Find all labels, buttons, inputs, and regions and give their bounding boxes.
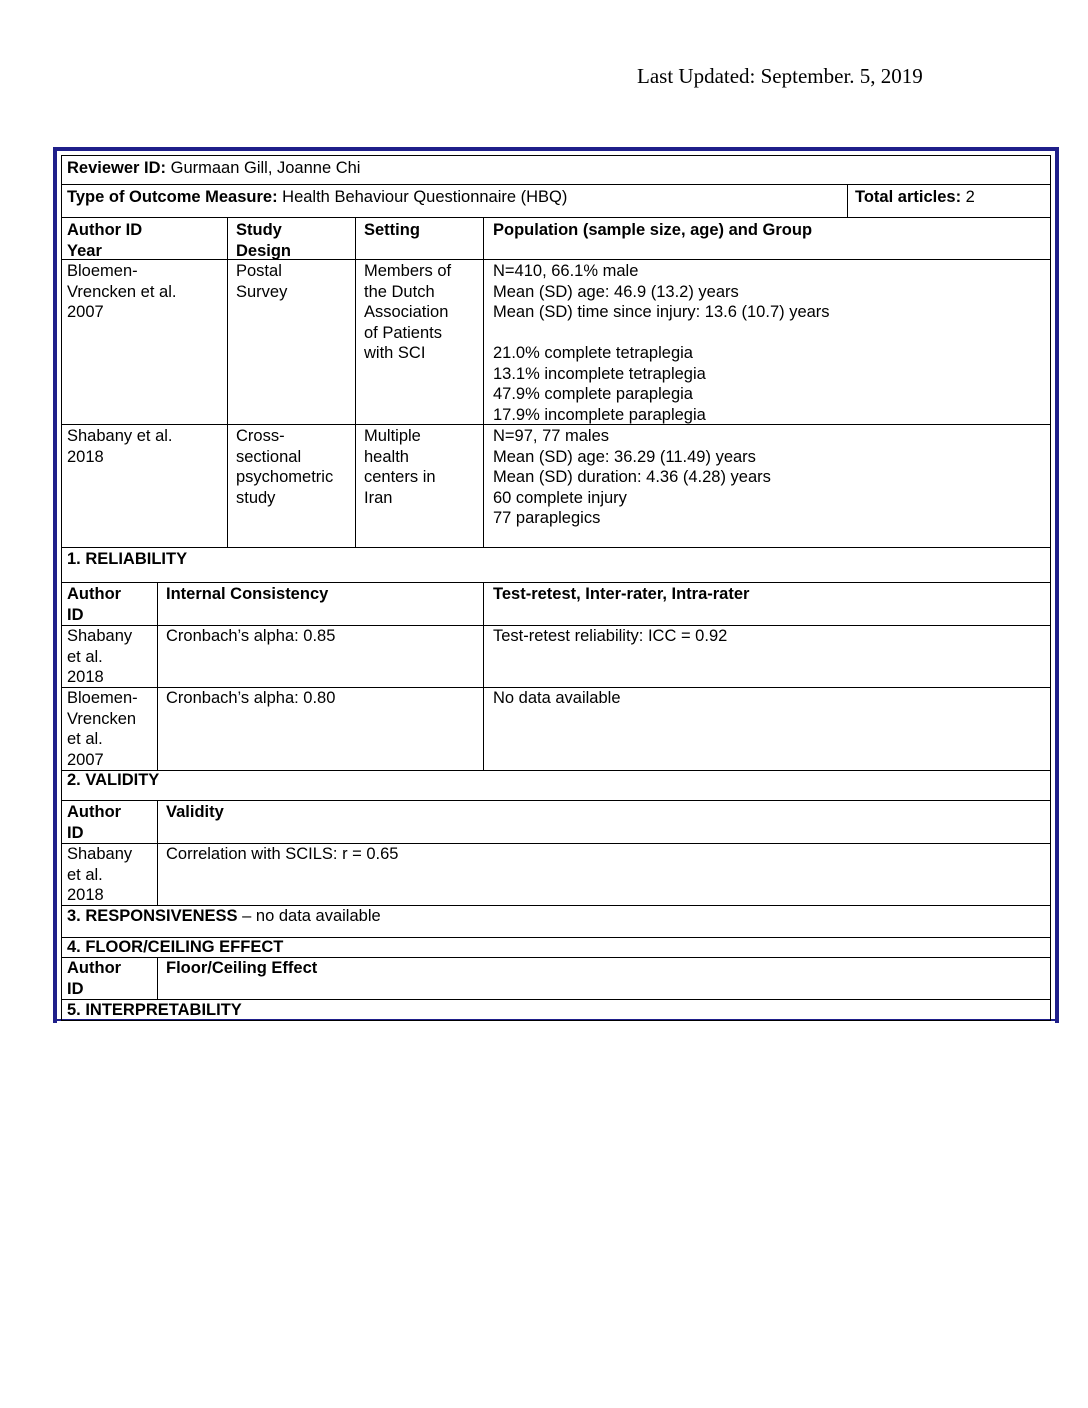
study-author: Bloemen- Vrencken et al. 2007: [67, 262, 177, 321]
header-population: Population (sample size, age) and Group: [493, 221, 813, 239]
total-articles-value: 2: [961, 188, 975, 206]
column-divider: [227, 217, 228, 547]
outcome-measure-label: Type of Outcome Measure:: [67, 188, 278, 206]
study-setting: Multiple health centers in Iran: [364, 427, 436, 507]
total-articles-label: Total articles:: [855, 188, 962, 206]
reliability-header-retest: Test-retest, Inter-rater, Intra-rater: [493, 585, 750, 603]
section-title-interpretability: 5. INTERPRETABILITY: [67, 1001, 242, 1019]
floor-ceiling-header-author: Author ID: [67, 959, 122, 998]
section-title-responsiveness: [67, 906, 1037, 927]
row-divider: [61, 155, 1051, 156]
floor-ceiling-header-effect: Floor/Ceiling Effect: [166, 959, 318, 977]
header-study-design: Study Design: [236, 221, 292, 260]
column-divider: [1050, 155, 1051, 1021]
row-divider: [61, 217, 1051, 218]
outcome-measure-row: [67, 187, 837, 208]
column-divider: [157, 957, 158, 999]
column-divider: [157, 582, 158, 770]
reliability-header-author: Author ID: [67, 585, 122, 624]
validity-header-author: Author ID: [67, 803, 122, 842]
study-setting: Members of the Dutch Association of Patients with SCI: [364, 262, 452, 362]
column-divider: [157, 800, 158, 905]
row-divider: [61, 800, 1051, 801]
column-divider: [61, 155, 62, 1021]
header-setting: Setting: [364, 221, 420, 239]
reliability-internal: Cronbach’s alpha: 0.85: [166, 627, 336, 645]
section-title-reliability: 1. RELIABILITY: [67, 550, 188, 568]
header-author-year: Author ID Year: [67, 221, 143, 260]
reliability-author: Shabany et al. 2018: [67, 627, 133, 686]
total-articles: [855, 187, 1045, 208]
reliability-internal: Cronbach’s alpha: 0.80: [166, 689, 336, 707]
row-divider: [61, 184, 1051, 185]
outcome-measure-value: Health Behaviour Questionnaire (HBQ): [277, 188, 568, 206]
column-divider: [483, 582, 484, 770]
outcome-measure-table: [61, 155, 1051, 1021]
study-design: Cross- sectional psychometric study: [236, 427, 334, 507]
reliability-retest: Test-retest reliability: ICC = 0.92: [493, 627, 728, 645]
study-population: N=97, 77 males Mean (SD) age: 36.29 (11.49) years Mean (SD) duration: 4.36 (4.28) years 60 complete injury 77 paraplegics: [493, 427, 771, 527]
reviewer-value: Gurmaan Gill, Joanne Chi: [166, 159, 361, 177]
column-divider: [847, 184, 848, 217]
validity-header-validity: Validity: [166, 803, 224, 821]
reliability-author: Bloemen- Vrencken et al. 2007: [67, 689, 138, 769]
reliability-retest: No data available: [493, 689, 621, 707]
validity-author: Shabany et al. 2018: [67, 845, 133, 904]
responsiveness-note: – no data available: [237, 907, 381, 925]
reliability-header-internal: Internal Consistency: [166, 585, 329, 603]
study-population: N=410, 66.1% male Mean (SD) age: 46.9 (13.2) years Mean (SD) time since injury: 13.6 (10.7) years 21.0% complete tetraplegia 13.1% incomplete tetraplegia 47.9% complete paraplegia 17.9% incomplete paraplegia: [493, 262, 830, 424]
row-divider: [61, 547, 1051, 548]
study-design: Postal Survey: [236, 262, 288, 301]
reviewer-label: Reviewer ID:: [67, 159, 167, 177]
responsiveness-title: 3. RESPONSIVENESS: [67, 907, 238, 925]
reviewer-row: [67, 158, 1037, 179]
section-title-floor-ceiling: 4. FLOOR/CEILING EFFECT: [67, 938, 284, 956]
study-author: Shabany et al. 2018: [67, 427, 173, 466]
last-updated-date: Last Updated: September. 5, 2019: [637, 64, 923, 88]
column-divider: [483, 217, 484, 547]
row-divider: [61, 582, 1051, 583]
column-divider: [355, 217, 356, 547]
validity-value: Correlation with SCILS: r = 0.65: [166, 845, 399, 863]
section-title-validity: 2. VALIDITY: [67, 771, 160, 789]
